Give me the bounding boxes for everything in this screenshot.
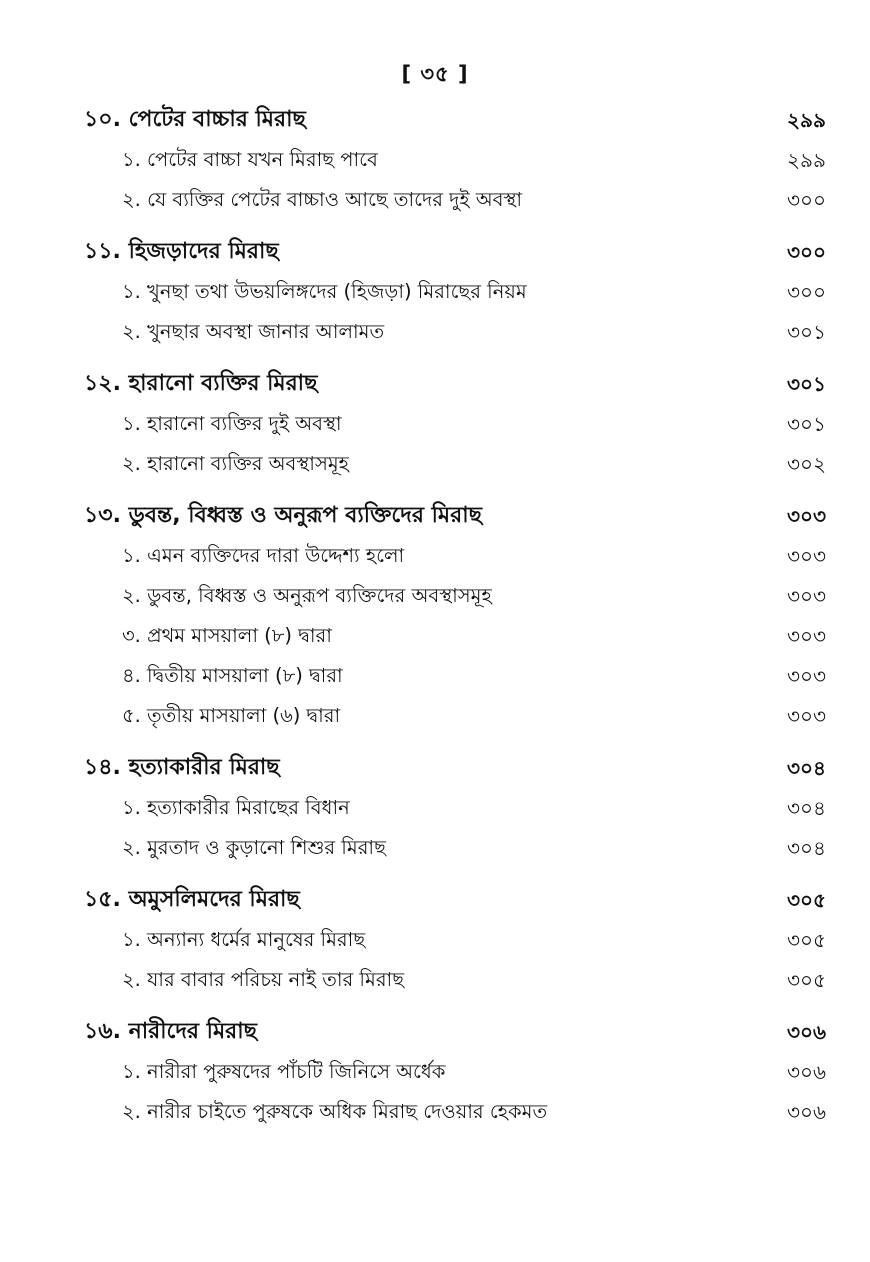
page-number: [ ৩৫ ] — [401, 62, 469, 86]
toc-entry — [0, 576, 870, 616]
toc-section — [0, 364, 870, 484]
section-heading-row — [0, 1012, 870, 1052]
entry-title: ৪. দ্বিতীয় মাসয়ালা (৮) দ্বারা — [122, 664, 343, 687]
toc-entry — [0, 272, 870, 312]
toc-entry — [0, 140, 870, 180]
entry-page: ৩০৩ — [786, 584, 826, 608]
section-title: ১০. পেটের বাচ্চার মিরাছ — [84, 107, 306, 132]
section-title: ১২. হারানো ব্যক্তির মিরাছ — [84, 371, 318, 396]
section-heading-row — [0, 496, 870, 536]
entry-title: ১. এমন ব্যক্তিদের দারা উদ্দেশ্য হলো — [122, 544, 405, 567]
section-heading-row — [0, 100, 870, 140]
entry-page: ৩০১ — [787, 320, 826, 344]
entry-page: ৩০৫ — [787, 968, 826, 992]
toc-entry — [0, 920, 870, 960]
section-title: ১৬. নারীদের মিরাছ — [84, 1019, 257, 1044]
toc-entry — [0, 444, 870, 484]
entry-title: ৫. তৃতীয় মাসয়ালা (৬) দ্বারা — [122, 704, 341, 727]
entry-page: ৩০৬ — [786, 1100, 826, 1124]
entry-title: ২. ডুবন্ত, বিধ্বস্ত ও অনুরূপ ব্যক্তিদের অবস্থাসমূহ — [122, 584, 492, 607]
entry-title: ২. খুনছার অবস্থা জানার আলামত — [122, 320, 385, 343]
toc-entry — [0, 960, 870, 1000]
section-heading-row — [0, 880, 870, 920]
entry-page: ৩০৩ — [786, 664, 826, 688]
entry-page: ৩০৩ — [786, 704, 826, 728]
toc-entry — [0, 1052, 870, 1092]
toc-entry — [0, 1092, 870, 1132]
section-page: ৩০০ — [786, 240, 826, 264]
toc-section — [0, 880, 870, 1000]
entry-page: ৩০২ — [786, 452, 826, 476]
toc-entry — [0, 536, 870, 576]
toc-entry — [0, 656, 870, 696]
section-page: ৩০১ — [787, 372, 826, 396]
entry-page: ৩০১ — [787, 412, 826, 436]
entry-title: ২. যে ব্যক্তির পেটের বাচ্চাও আছে তাদের দুই অবস্থা — [122, 188, 523, 211]
section-heading-row — [0, 232, 870, 272]
entry-page: ৩০৩ — [786, 624, 826, 648]
entry-page: ৩০০ — [786, 188, 826, 212]
entry-title: ১. হারানো ব্যক্তির দুই অবস্থা — [122, 412, 342, 435]
entry-title: ২. যার বাবার পরিচয় নাই তার মিরাছ — [122, 968, 405, 991]
entry-title: ২. মুরতাদ ও কুড়ানো শিশুর মিরাছ — [122, 836, 386, 859]
toc-section — [0, 1012, 870, 1132]
entry-title: ১. অন্যান্য ধর্মের মানুষের মিরাছ — [122, 928, 366, 951]
toc-entry — [0, 180, 870, 220]
section-title: ১১. হিজড়াদের মিরাছ — [84, 239, 279, 264]
entry-page: ৩০৫ — [787, 928, 826, 952]
section-page: ২৯৯ — [787, 108, 826, 132]
entry-title: ১. খুনছা তথা উভয়লিঙ্গদের (হিজড়া) মিরাছের নিয়ম — [122, 280, 527, 303]
toc-entry — [0, 696, 870, 736]
section-title: ১৫. অমুসলিমদের মিরাছ — [84, 887, 300, 912]
entry-title: ১. পেটের বাচ্চা যখন মিরাছ পাবে — [122, 148, 378, 171]
entry-title: ২. হারানো ব্যক্তির অবস্থাসমূহ — [122, 452, 349, 475]
toc-section — [0, 496, 870, 736]
toc-section — [0, 232, 870, 352]
entry-title: ১. নারীরা পুরুষদের পাঁচটি জিনিসে অর্ধেক — [122, 1060, 446, 1083]
section-page: ৩০৪ — [787, 756, 826, 780]
toc-entry — [0, 312, 870, 352]
toc-entry — [0, 616, 870, 656]
entry-title: ৩. প্রথম মাসয়ালা (৮) দ্বারা — [122, 624, 332, 647]
entry-title: ২. নারীর চাইতে পুরুষকে অধিক মিরাছ দেওয়ার হেকমত — [122, 1100, 548, 1123]
toc-entry — [0, 404, 870, 444]
section-page: ৩০৬ — [786, 1020, 826, 1044]
entry-page: ৩০৩ — [786, 544, 826, 568]
table-of-contents — [0, 100, 870, 1144]
entry-page: ২৯৯ — [787, 148, 826, 172]
section-page: ৩০৩ — [786, 504, 826, 528]
section-page: ৩০৫ — [787, 888, 826, 912]
section-heading-row — [0, 364, 870, 404]
section-title: ১৩. ডুবন্ত, বিধ্বস্ত ও অনুরূপ ব্যক্তিদের মিরাছ — [84, 503, 482, 528]
entry-title: ১. হত্যাকারীর মিরাছের বিধান — [122, 796, 350, 819]
toc-section — [0, 100, 870, 220]
entry-page: ৩০০ — [786, 280, 826, 304]
section-heading-row — [0, 748, 870, 788]
section-title: ১৪. হত্যাকারীর মিরাছ — [84, 755, 280, 780]
entry-page: ৩০৬ — [786, 1060, 826, 1084]
entry-page: ৩০৪ — [787, 836, 826, 860]
entry-page: ৩০৪ — [787, 796, 826, 820]
toc-entry — [0, 788, 870, 828]
toc-section — [0, 748, 870, 868]
toc-entry — [0, 828, 870, 868]
